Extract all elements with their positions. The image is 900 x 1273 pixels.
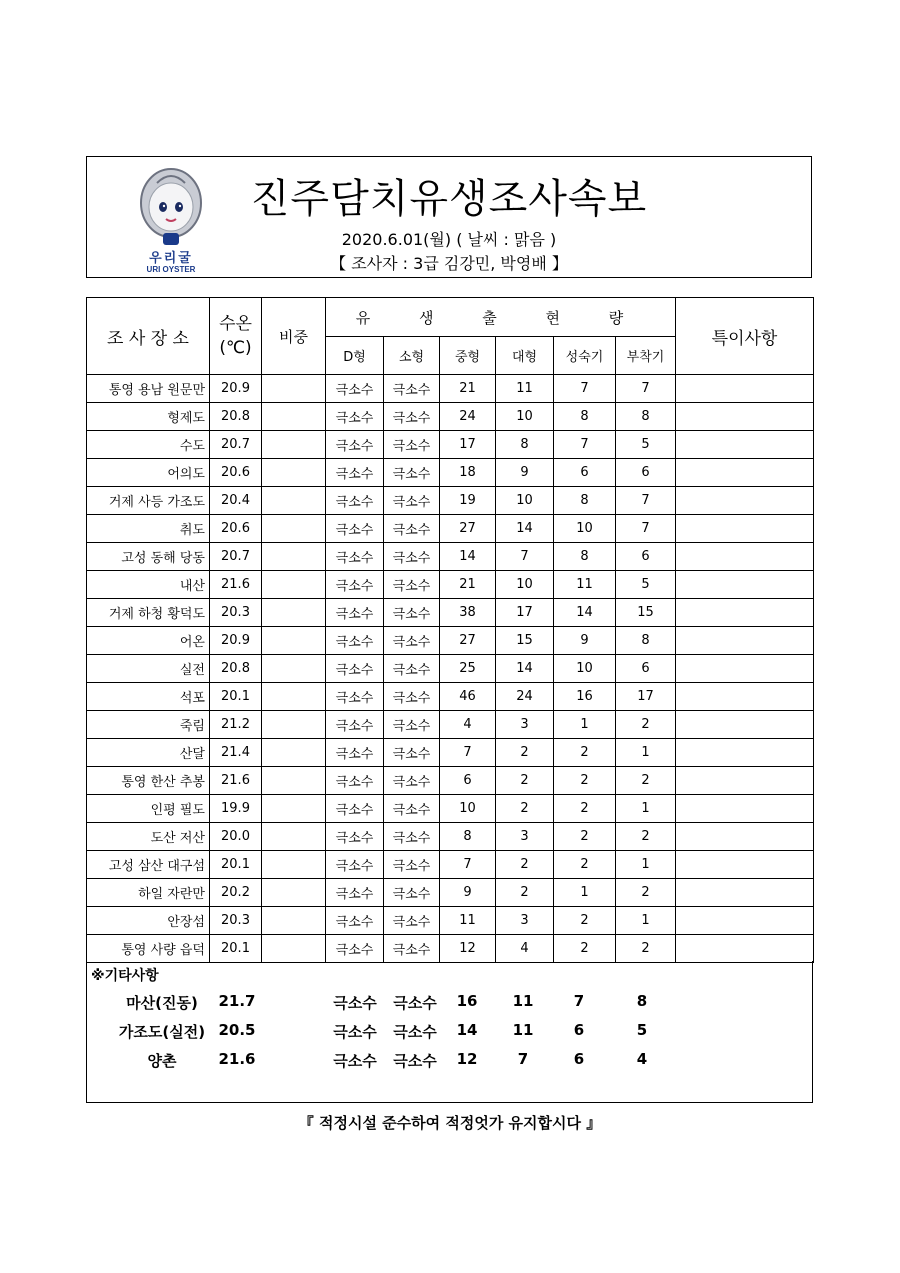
cell-attached: 5: [616, 431, 676, 459]
cell-attached: 2: [616, 935, 676, 963]
cell-mature: 16: [554, 683, 616, 711]
cell-mature: 7: [554, 375, 616, 403]
cell-attached: 7: [616, 375, 676, 403]
cell-medium: 4: [440, 711, 496, 739]
cell-d-type: 극소수: [326, 487, 384, 515]
cell-attached: 8: [616, 627, 676, 655]
cell-d-type: 극소수: [326, 655, 384, 683]
extra-small: 극소수: [393, 994, 437, 1012]
cell-medium: 10: [440, 795, 496, 823]
cell-location: 석포: [87, 683, 210, 711]
cell-d-type: 극소수: [326, 823, 384, 851]
table-row: [87, 627, 814, 655]
cell-temp: 20.4: [210, 487, 262, 515]
cell-mature: 10: [554, 515, 616, 543]
cell-mature: 2: [554, 823, 616, 851]
cell-location: 거제 하청 황덕도: [87, 599, 210, 627]
header-medium: 중형: [440, 337, 496, 375]
cell-temp: 20.8: [210, 655, 262, 683]
cell-mature: 11: [554, 571, 616, 599]
cell-large: 2: [496, 851, 554, 879]
extra-d-type: 극소수: [333, 1023, 377, 1041]
cell-small: 극소수: [384, 571, 440, 599]
cell-location: 죽림: [87, 711, 210, 739]
extra-small: 극소수: [393, 1052, 437, 1070]
table-row: [87, 767, 814, 795]
table-row: [87, 739, 814, 767]
cell-d-type: 극소수: [326, 739, 384, 767]
cell-medium: 38: [440, 599, 496, 627]
extra-medium: 14: [456, 1021, 478, 1039]
page-title: 진주담치유생조사속보: [250, 176, 648, 222]
cell-remarks: [676, 851, 814, 879]
cell-d-type: 극소수: [326, 543, 384, 571]
cell-small: 극소수: [384, 879, 440, 907]
cell-d-type: 극소수: [326, 907, 384, 935]
cell-large: 2: [496, 767, 554, 795]
cell-mature: 10: [554, 655, 616, 683]
cell-mature: 2: [554, 739, 616, 767]
cell-mature: 2: [554, 851, 616, 879]
header-remarks: 특이사항: [676, 298, 814, 375]
cell-large: 2: [496, 795, 554, 823]
cell-attached: 1: [616, 739, 676, 767]
cell-large: 9: [496, 459, 554, 487]
surveyor-info: 【 조사자 : 3급 김강민, 박영배 】: [330, 254, 568, 273]
cell-attached: 6: [616, 655, 676, 683]
cell-location: 형제도: [87, 403, 210, 431]
extra-location: 양촌: [147, 1052, 177, 1070]
cell-medium: 27: [440, 627, 496, 655]
cell-remarks: [676, 655, 814, 683]
cell-temp: 20.0: [210, 823, 262, 851]
cell-temp: 20.6: [210, 459, 262, 487]
cell-temp: 20.7: [210, 431, 262, 459]
cell-large: 10: [496, 403, 554, 431]
cell-temp: 19.9: [210, 795, 262, 823]
cell-large: 11: [496, 375, 554, 403]
cell-attached: 6: [616, 543, 676, 571]
cell-mature: 1: [554, 711, 616, 739]
cell-location: 실전: [87, 655, 210, 683]
cell-mature: 8: [554, 487, 616, 515]
cell-temp: 20.9: [210, 375, 262, 403]
header-mature: 성숙기: [554, 337, 616, 375]
report-header: [86, 156, 812, 278]
cell-medium: 7: [440, 851, 496, 879]
cell-location: 도산 저산: [87, 823, 210, 851]
cell-attached: 6: [616, 459, 676, 487]
footer-slogan: 『 적정시설 준수하여 적정엇가 유지합시다 』: [298, 1114, 602, 1132]
cell-small: 극소수: [384, 683, 440, 711]
cell-mature: 1: [554, 879, 616, 907]
other-notes-title: ※기타사항: [91, 968, 159, 984]
cell-d-type: 극소수: [326, 795, 384, 823]
header-small: 소형: [384, 337, 440, 375]
cell-small: 극소수: [384, 711, 440, 739]
cell-location: 수도: [87, 431, 210, 459]
cell-mature: 6: [554, 459, 616, 487]
cell-remarks: [676, 459, 814, 487]
cell-attached: 5: [616, 571, 676, 599]
cell-mature: 2: [554, 795, 616, 823]
header-d-type: D형: [326, 337, 384, 375]
cell-attached: 2: [616, 767, 676, 795]
cell-temp: 20.1: [210, 935, 262, 963]
cell-temp: 20.9: [210, 627, 262, 655]
table-row: [87, 571, 814, 599]
cell-temp: 20.1: [210, 851, 262, 879]
table-row: [87, 935, 814, 963]
cell-remarks: [676, 599, 814, 627]
cell-remarks: [676, 767, 814, 795]
cell-medium: 12: [440, 935, 496, 963]
cell-mature: 9: [554, 627, 616, 655]
cell-medium: 8: [440, 823, 496, 851]
cell-small: 극소수: [384, 487, 440, 515]
table-row: [87, 879, 814, 907]
cell-d-type: 극소수: [326, 711, 384, 739]
cell-attached: 8: [616, 403, 676, 431]
cell-small: 극소수: [384, 375, 440, 403]
cell-gravity: [262, 683, 326, 711]
cell-gravity: [262, 907, 326, 935]
cell-temp: 20.6: [210, 515, 262, 543]
extra-large: 11: [512, 992, 534, 1010]
extra-mature: 6: [573, 1050, 585, 1068]
cell-location: 고성 동해 당동: [87, 543, 210, 571]
table-row: [87, 683, 814, 711]
cell-temp: 21.6: [210, 767, 262, 795]
logo-text-english: URI OYSTER: [146, 265, 196, 274]
cell-small: 극소수: [384, 599, 440, 627]
cell-medium: 19: [440, 487, 496, 515]
cell-small: 극소수: [384, 767, 440, 795]
cell-gravity: [262, 403, 326, 431]
date-weather: 2020.6.01(월) ( 날씨 : 맑음 ): [341, 230, 557, 249]
list-item: [87, 1021, 812, 1041]
table-row: [87, 403, 814, 431]
cell-large: 24: [496, 683, 554, 711]
extra-medium: 16: [456, 992, 478, 1010]
table-row: [87, 907, 814, 935]
cell-medium: 21: [440, 571, 496, 599]
cell-gravity: [262, 599, 326, 627]
cell-d-type: 극소수: [326, 403, 384, 431]
cell-attached: 15: [616, 599, 676, 627]
cell-small: 극소수: [384, 459, 440, 487]
header-location: 조 사 장 소: [87, 298, 210, 375]
extra-temp: 21.6: [218, 1050, 256, 1068]
extra-attached: 8: [636, 992, 648, 1010]
cell-gravity: [262, 543, 326, 571]
cell-remarks: [676, 403, 814, 431]
cell-medium: 9: [440, 879, 496, 907]
cell-location: 산달: [87, 739, 210, 767]
cell-location: 인평 필도: [87, 795, 210, 823]
extra-mature: 7: [573, 992, 585, 1010]
cell-remarks: [676, 935, 814, 963]
list-item: [87, 992, 812, 1012]
extra-d-type: 극소수: [333, 994, 377, 1012]
cell-medium: 21: [440, 375, 496, 403]
cell-d-type: 극소수: [326, 571, 384, 599]
cell-temp: 20.7: [210, 543, 262, 571]
cell-large: 8: [496, 431, 554, 459]
cell-d-type: 극소수: [326, 879, 384, 907]
cell-location: 안장섬: [87, 907, 210, 935]
cell-attached: 2: [616, 711, 676, 739]
cell-remarks: [676, 683, 814, 711]
cell-location: 어온: [87, 627, 210, 655]
cell-gravity: [262, 459, 326, 487]
cell-medium: 24: [440, 403, 496, 431]
cell-gravity: [262, 627, 326, 655]
cell-mature: 2: [554, 907, 616, 935]
cell-small: 극소수: [384, 627, 440, 655]
cell-location: 통영 사량 읍덕: [87, 935, 210, 963]
cell-d-type: 극소수: [326, 935, 384, 963]
extra-small: 극소수: [393, 1023, 437, 1041]
cell-location: 내산: [87, 571, 210, 599]
cell-large: 17: [496, 599, 554, 627]
header-larvae-group: 유 생 출 현 량: [326, 298, 676, 337]
cell-temp: 20.1: [210, 683, 262, 711]
header-attached: 부착기: [616, 337, 676, 375]
cell-small: 극소수: [384, 515, 440, 543]
table-row: [87, 851, 814, 879]
cell-location: 취도: [87, 515, 210, 543]
cell-medium: 11: [440, 907, 496, 935]
cell-large: 3: [496, 711, 554, 739]
extra-d-type: 극소수: [333, 1052, 377, 1070]
cell-remarks: [676, 487, 814, 515]
cell-d-type: 극소수: [326, 851, 384, 879]
cell-mature: 7: [554, 431, 616, 459]
cell-gravity: [262, 795, 326, 823]
cell-attached: 7: [616, 515, 676, 543]
cell-remarks: [676, 795, 814, 823]
cell-medium: 7: [440, 739, 496, 767]
larvae-survey-table: [86, 297, 814, 963]
cell-remarks: [676, 823, 814, 851]
cell-gravity: [262, 375, 326, 403]
extra-attached: 4: [636, 1050, 648, 1068]
cell-small: 극소수: [384, 935, 440, 963]
cell-gravity: [262, 879, 326, 907]
cell-large: 4: [496, 935, 554, 963]
cell-remarks: [676, 739, 814, 767]
cell-attached: 1: [616, 851, 676, 879]
cell-small: 극소수: [384, 655, 440, 683]
cell-remarks: [676, 431, 814, 459]
cell-small: 극소수: [384, 431, 440, 459]
cell-gravity: [262, 515, 326, 543]
cell-d-type: 극소수: [326, 599, 384, 627]
cell-d-type: 극소수: [326, 627, 384, 655]
cell-gravity: [262, 823, 326, 851]
cell-medium: 14: [440, 543, 496, 571]
cell-small: 극소수: [384, 543, 440, 571]
cell-mature: 2: [554, 935, 616, 963]
cell-gravity: [262, 851, 326, 879]
extra-medium: 12: [456, 1050, 478, 1068]
extra-mature: 6: [573, 1021, 585, 1039]
cell-large: 10: [496, 571, 554, 599]
cell-location: 하일 자란만: [87, 879, 210, 907]
cell-attached: 2: [616, 823, 676, 851]
table-row: [87, 431, 814, 459]
cell-large: 14: [496, 655, 554, 683]
cell-small: 극소수: [384, 851, 440, 879]
cell-small: 극소수: [384, 403, 440, 431]
cell-gravity: [262, 935, 326, 963]
cell-gravity: [262, 767, 326, 795]
extra-temp: 20.5: [218, 1021, 256, 1039]
cell-large: 3: [496, 823, 554, 851]
cell-mature: 8: [554, 403, 616, 431]
cell-attached: 1: [616, 907, 676, 935]
cell-small: 극소수: [384, 907, 440, 935]
cell-remarks: [676, 515, 814, 543]
table-row: [87, 515, 814, 543]
cell-d-type: 극소수: [326, 683, 384, 711]
cell-gravity: [262, 571, 326, 599]
extra-temp: 21.7: [218, 992, 256, 1010]
cell-d-type: 극소수: [326, 767, 384, 795]
cell-medium: 46: [440, 683, 496, 711]
table-row: [87, 487, 814, 515]
cell-location: 거제 사등 가조도: [87, 487, 210, 515]
cell-large: 14: [496, 515, 554, 543]
cell-location: 통영 용남 원문만: [87, 375, 210, 403]
table-row: [87, 823, 814, 851]
header-water-temp: 수온 (℃): [210, 298, 262, 375]
cell-location: 어의도: [87, 459, 210, 487]
cell-large: 2: [496, 739, 554, 767]
table-row: [87, 795, 814, 823]
cell-remarks: [676, 907, 814, 935]
cell-medium: 25: [440, 655, 496, 683]
cell-temp: 20.8: [210, 403, 262, 431]
cell-mature: 14: [554, 599, 616, 627]
cell-attached: 17: [616, 683, 676, 711]
other-notes: [86, 961, 813, 1103]
cell-large: 3: [496, 907, 554, 935]
cell-temp: 20.3: [210, 599, 262, 627]
cell-small: 극소수: [384, 795, 440, 823]
cell-gravity: [262, 655, 326, 683]
extra-large: 7: [517, 1050, 529, 1068]
cell-d-type: 극소수: [326, 515, 384, 543]
cell-temp: 21.2: [210, 711, 262, 739]
cell-gravity: [262, 487, 326, 515]
table-row: [87, 711, 814, 739]
cell-medium: 18: [440, 459, 496, 487]
cell-d-type: 극소수: [326, 375, 384, 403]
cell-temp: 21.4: [210, 739, 262, 767]
cell-remarks: [676, 879, 814, 907]
extra-location: 가조도(실전): [118, 1023, 206, 1041]
cell-gravity: [262, 711, 326, 739]
header-gravity: 비중: [262, 298, 326, 375]
cell-medium: 27: [440, 515, 496, 543]
cell-remarks: [676, 711, 814, 739]
table-row: [87, 459, 814, 487]
cell-gravity: [262, 739, 326, 767]
list-item: [87, 1050, 812, 1070]
cell-d-type: 극소수: [326, 431, 384, 459]
table-row: [87, 599, 814, 627]
cell-location: 통영 한산 추봉: [87, 767, 210, 795]
table-row: [87, 655, 814, 683]
cell-large: 7: [496, 543, 554, 571]
cell-attached: 7: [616, 487, 676, 515]
cell-temp: 20.2: [210, 879, 262, 907]
table-row: [87, 375, 814, 403]
table-row: [87, 543, 814, 571]
cell-mature: 8: [554, 543, 616, 571]
cell-attached: 1: [616, 795, 676, 823]
logo-text-korean: 우리굴: [149, 250, 193, 265]
cell-medium: 6: [440, 767, 496, 795]
cell-temp: 21.6: [210, 571, 262, 599]
cell-remarks: [676, 627, 814, 655]
cell-remarks: [676, 543, 814, 571]
cell-small: 극소수: [384, 823, 440, 851]
header-large: 대형: [496, 337, 554, 375]
extra-location: 마산(진동): [126, 994, 198, 1012]
cell-attached: 2: [616, 879, 676, 907]
cell-temp: 20.3: [210, 907, 262, 935]
cell-d-type: 극소수: [326, 459, 384, 487]
cell-small: 극소수: [384, 739, 440, 767]
cell-gravity: [262, 431, 326, 459]
extra-large: 11: [512, 1021, 534, 1039]
cell-remarks: [676, 375, 814, 403]
cell-large: 2: [496, 879, 554, 907]
cell-remarks: [676, 571, 814, 599]
cell-medium: 17: [440, 431, 496, 459]
extra-attached: 5: [636, 1021, 648, 1039]
cell-large: 15: [496, 627, 554, 655]
cell-large: 10: [496, 487, 554, 515]
cell-location: 고성 삼산 대구섬: [87, 851, 210, 879]
cell-mature: 2: [554, 767, 616, 795]
